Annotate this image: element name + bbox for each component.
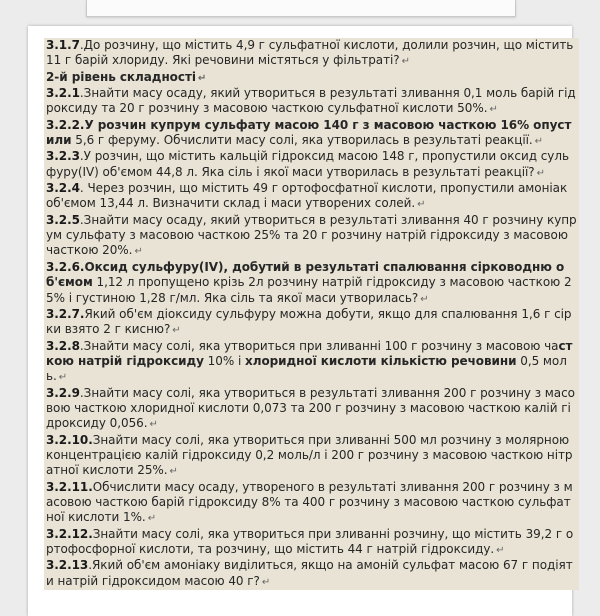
problem-number: 3.2.5 [46, 212, 80, 227]
problem-number: 3.2.10. [46, 432, 93, 447]
problem-3-2-5 [46, 213, 577, 260]
problem-number: 3.2.7. [46, 306, 85, 321]
problem-3-2-3 [46, 149, 577, 181]
document-content [44, 38, 579, 590]
problem-text: .Знайти масу солі, яка утвориться при зливанні 100 г розчину з масовою ча [79, 338, 559, 353]
section-heading [46, 70, 577, 86]
problem-3-2-13 [46, 558, 577, 590]
problem-bold-text-2: хлоридної кислоти кількістю речовини [245, 353, 517, 368]
problem-3-1-7 [46, 38, 577, 70]
problem-text: Знайти масу солі, яка утвориться при зливанні розчину, що містить 39,2 г ортофосфорної кислоти, та розчину, що містить 44 г натрій гідроксиду. [46, 526, 574, 556]
problem-3-2-8 [46, 339, 577, 386]
problem-text: Який об'єм діоксиду сульфуру можна добути, якщо для спалювання 1,6 г сірки взято 2 г кисню? [46, 306, 572, 337]
problem-number: 3.2.12. [46, 526, 93, 541]
problem-number: 3.2.9 [46, 385, 80, 400]
problem-3-2-12 [46, 527, 577, 559]
document-page [28, 26, 577, 616]
problem-3-2-11 [46, 480, 577, 527]
paragraph-mark-icon: ↵ [147, 513, 157, 525]
problem-bold-text: Оксид сульфуру(IV), добутий в результаті спалювання сірководню об'ємом [46, 259, 565, 290]
problem-text: 1,12 л пропущено крізь 2л розчину натрій гідроксиду з масовою часткою 25% і густиною 1,28 г/мл. Яка сіль та якої маси утворилась? [46, 275, 572, 305]
problem-bold-text: сткою натрій гідроксиду [46, 338, 573, 368]
paragraph-mark-icon: ↵ [401, 56, 410, 68]
problem-text: .У розчин, що містить кальцій гідроксид масою 148 г, пропустили оксид сульфуру(IV) об'ємом 44,8 л. Яка сіль і якої маси утворилась в результаті реакції? [46, 149, 569, 179]
paragraph-mark-icon: ↵ [534, 136, 543, 148]
problem-text: .Знайти масу осаду, який утвориться в результаті зливання 0,1 моль барій гідроксиду та 20 г розчину з масовою часткою сульфатної кислоти 50%. [46, 86, 576, 116]
problem-number: 3.2.1 [46, 86, 80, 101]
paragraph-mark-icon: ↵ [261, 576, 271, 588]
problem-text: . Через розчин, що містить 49 г ортофосфатної кислоти, пропустили амоніак об'ємом 13,44 л. Визначити склад і маси утворених солей. [46, 181, 568, 211]
problem-3-2-10 [46, 433, 577, 480]
problem-3-2-6 [46, 260, 577, 307]
problem-text: .Знайти масу солі, яка утвориться в результаті зливання 200 г розчину з масовою часткою хлоридної кислоти 0,073 та 200 г розчину з масовою часткою калій гідроксиду 0,056. [46, 385, 575, 431]
problem-text: Обчислити масу осаду, утвореного в результаті зливання 200 г розчину з масовою часткою барій гідроксиду 8% та 400 г розчину з масовою часткою сульфатної кислоти 1%. [46, 479, 573, 525]
heading-text: 2-й рівень складності [46, 69, 196, 84]
paragraph-mark-icon: ↵ [149, 419, 158, 431]
problem-number: 3.2.3 [46, 149, 80, 164]
problem-number: 3.2.2. [46, 117, 85, 132]
problem-number: 3.2.6. [46, 259, 85, 274]
paragraph-mark-icon: ↵ [420, 293, 429, 305]
paragraph-mark-icon: ↵ [169, 466, 178, 478]
paragraph-mark-icon: ↵ [417, 199, 426, 211]
paragraph-mark-icon: ↵ [197, 72, 207, 84]
problem-text: Знайти масу солі, яка утвориться при зливанні 500 мл розчину з молярною концентрацією калій гідроксиду 0,2 моль/л і 200 г розчину з масовою часткою нітратної кислоти 25%. [46, 432, 573, 478]
top-page-edge [86, 0, 516, 17]
paragraph-mark-icon: ↵ [536, 167, 545, 179]
paragraph-mark-icon: ↵ [496, 545, 505, 556]
problem-bold-text: У розчин купрум сульфату масою 140 г з масовою часткою 16% опустили [46, 117, 572, 148]
problem-text: 5,6 г феруму. Обчислити масу солі, яка утворилась в результаті реакції. [71, 133, 533, 148]
paragraph-mark-icon: ↵ [58, 372, 68, 384]
problem-text: .До розчину, що містить 4,9 г сульфатної кислоти, долили розчин, що містить 11 г барій хлориду. Які речовини містяться у фільтраті? [46, 38, 574, 68]
problem-3-2-9 [46, 386, 577, 433]
problem-3-2-4 [46, 181, 577, 213]
problem-3-2-1 [46, 86, 577, 118]
paragraph-mark-icon: ↵ [172, 325, 181, 337]
problem-text-3: 0,5 моль. [46, 353, 567, 384]
problem-number: 3.2.13 [46, 558, 89, 573]
problem-number: 3.2.4 [46, 181, 80, 196]
problem-3-2-7 [46, 307, 577, 339]
problem-3-2-2 [46, 118, 577, 150]
problem-text: .Знайти масу осаду, який утвориться в результаті зливання 40 г розчину купрум сульфату з масовою часткою 25% та 20 г розчину натрій гідроксиду з масовою часткою 20%. [46, 212, 577, 258]
problem-text-2: 10% і [203, 353, 246, 368]
problem-number: 3.2.8 [46, 338, 80, 353]
problem-number: 3.2.11. [46, 479, 93, 494]
problem-number: 3.1.7 [46, 38, 80, 52]
paragraph-mark-icon: ↵ [489, 104, 498, 116]
problem-text: .Який об'єм амоніаку виділиться, якщо на амоній сульфат масою 67 г подіяти натрій гідроксидом масою 40 г? [46, 558, 573, 588]
paragraph-mark-icon: ↵ [134, 246, 143, 258]
